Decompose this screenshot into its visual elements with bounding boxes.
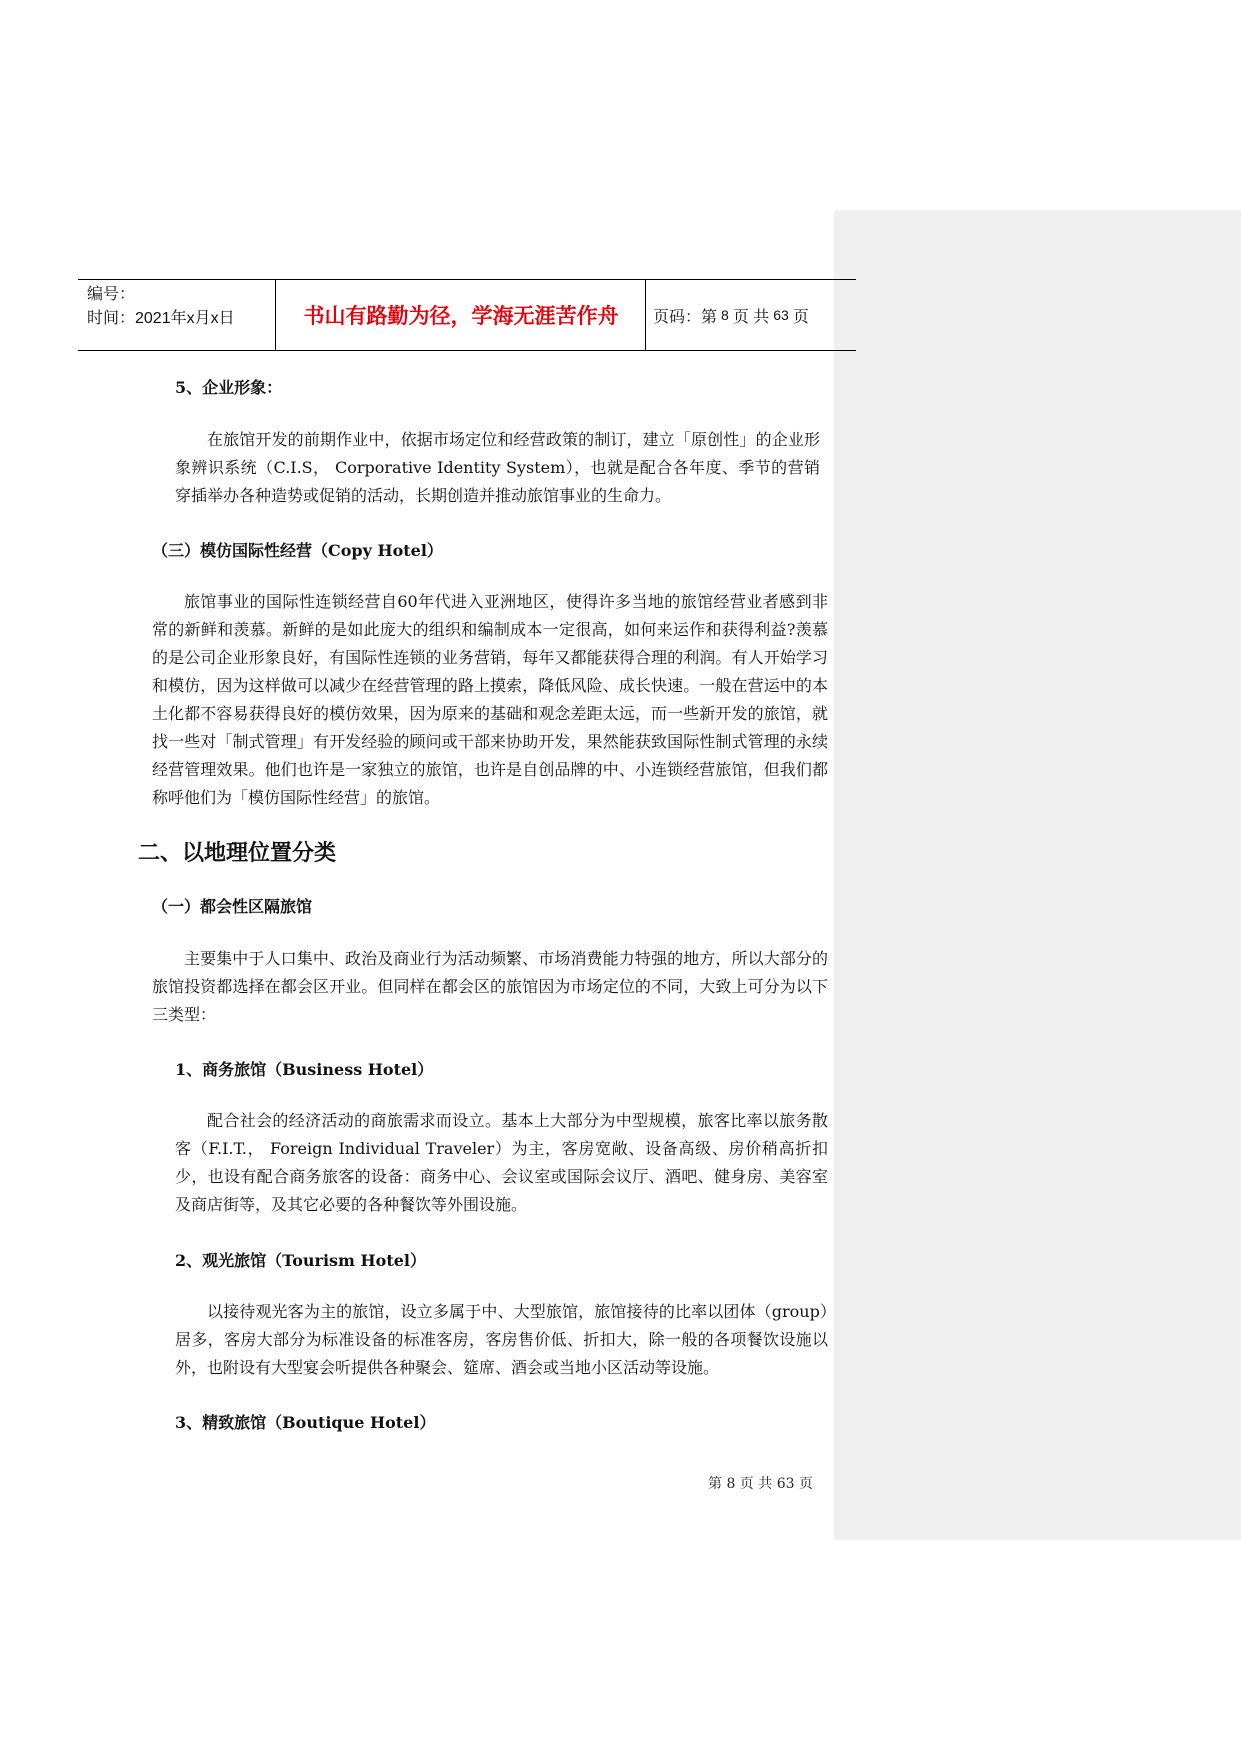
- paragraph: 主要集中于人口集中、政治及商业行为活动频繁、市场消费能力特强的地方，所以大部分的旅馆投资都选择在都会区开业。但同样在都会区的旅馆因为市场定位的不同，大致上可分为以下三类型：: [152, 949, 828, 1024]
- header-left-cell: [87, 283, 235, 331]
- section-heading: （三）模仿国际性经营（Copy Hotel）: [152, 541, 443, 560]
- header-divider: [645, 280, 646, 350]
- header-table: [78, 279, 856, 351]
- chapter-heading: 二、以地理位置分类: [138, 841, 337, 866]
- time-label: 时间：2021年x月x日: [87, 310, 235, 327]
- page-current: 8: [721, 307, 729, 323]
- header-motto: 书山有路勤为径，学海无涯苦作舟: [303, 304, 619, 328]
- page-prefix: 页码：第: [653, 308, 718, 326]
- section-heading: 3、精致旅馆（Boutique Hotel）: [175, 1413, 436, 1432]
- paragraph: 以接待观光客为主的旅馆，设立多属于中、大型旅馆，旅馆接待的比率以团体（group）居多，客房大部分为标准设备的标准客房，客房售价低、折扣大，除一般的各项餐饮设施以外，也附设有大型宴会听提供各种聚会、筵席、酒会或当地小区活动等设施。: [175, 1302, 828, 1377]
- section-heading: 1、商务旅馆（Business Hotel）: [175, 1060, 434, 1079]
- comment-pane: [834, 210, 1241, 1540]
- section-heading: （一）都会性区隔旅馆: [152, 897, 313, 916]
- number-label: 编号：: [87, 286, 136, 303]
- paragraph: 旅馆事业的国际性连锁经营自60年代进入亚洲地区，使得许多当地的旅馆经营业者感到非常的新鲜和羡慕。新鲜的是如此庞大的组织和编制成本一定很高，如何来运作和获得利益?羡慕的是公司企业形象良好，有国际性连锁的业务营销，每年又都能获得合理的利润。有人开始学习和模仿，因为这样做可以减少在经营管理的路上摸索，降低风险、成长快速。一般在营运中的本土化都不容易获得良好的模仿效果，因为原来的基础和观念差距太远，而一些新开发的旅馆，就找一些对「制式管理」有开发经验的顾问或干部来协助开发，果然能获致国际性制式管理的永续经营管理效果。他们也许是一家独立的旅馆，也许是自创品牌的中、小连锁经营旅馆，但我们都称呼他们为「模仿国际性经营」的旅馆。: [152, 592, 828, 807]
- page-middle: 页 共: [732, 308, 770, 326]
- paragraph: 在旅馆开发的前期作业中，依据市场定位和经营政策的制订，建立「原创性」的企业形象辨识系统（C.I.S， Corporative Identity System），也就是配合各年度、季节的营销穿插举办各种造势或促销的活动，长期创造并推动旅馆事业的生命力。: [175, 430, 820, 505]
- page-total: 63: [773, 307, 789, 323]
- page-footer: 第 8 页 共 63 页: [708, 1476, 813, 1492]
- section-heading: 2、观光旅馆（Tourism Hotel）: [175, 1251, 426, 1270]
- page-suffix: 页: [792, 308, 809, 326]
- paragraph: 配合社会的经济活动的商旅需求而设立。基本上大部分为中型规模，旅客比率以旅务散客（F.I.T.， Foreign Individual Traveler）为主，客房宽敞、设备高级、房价稍高折扣少，也设有配合商务旅客的设备：商务中心、会议室或国际会议厅、酒吧、健身房、美容室及商店街等，及其它必要的各种餐饮等外围设施。: [175, 1111, 828, 1214]
- header-page-cell: [653, 280, 809, 350]
- section-heading: 5、企业形象：: [175, 378, 283, 397]
